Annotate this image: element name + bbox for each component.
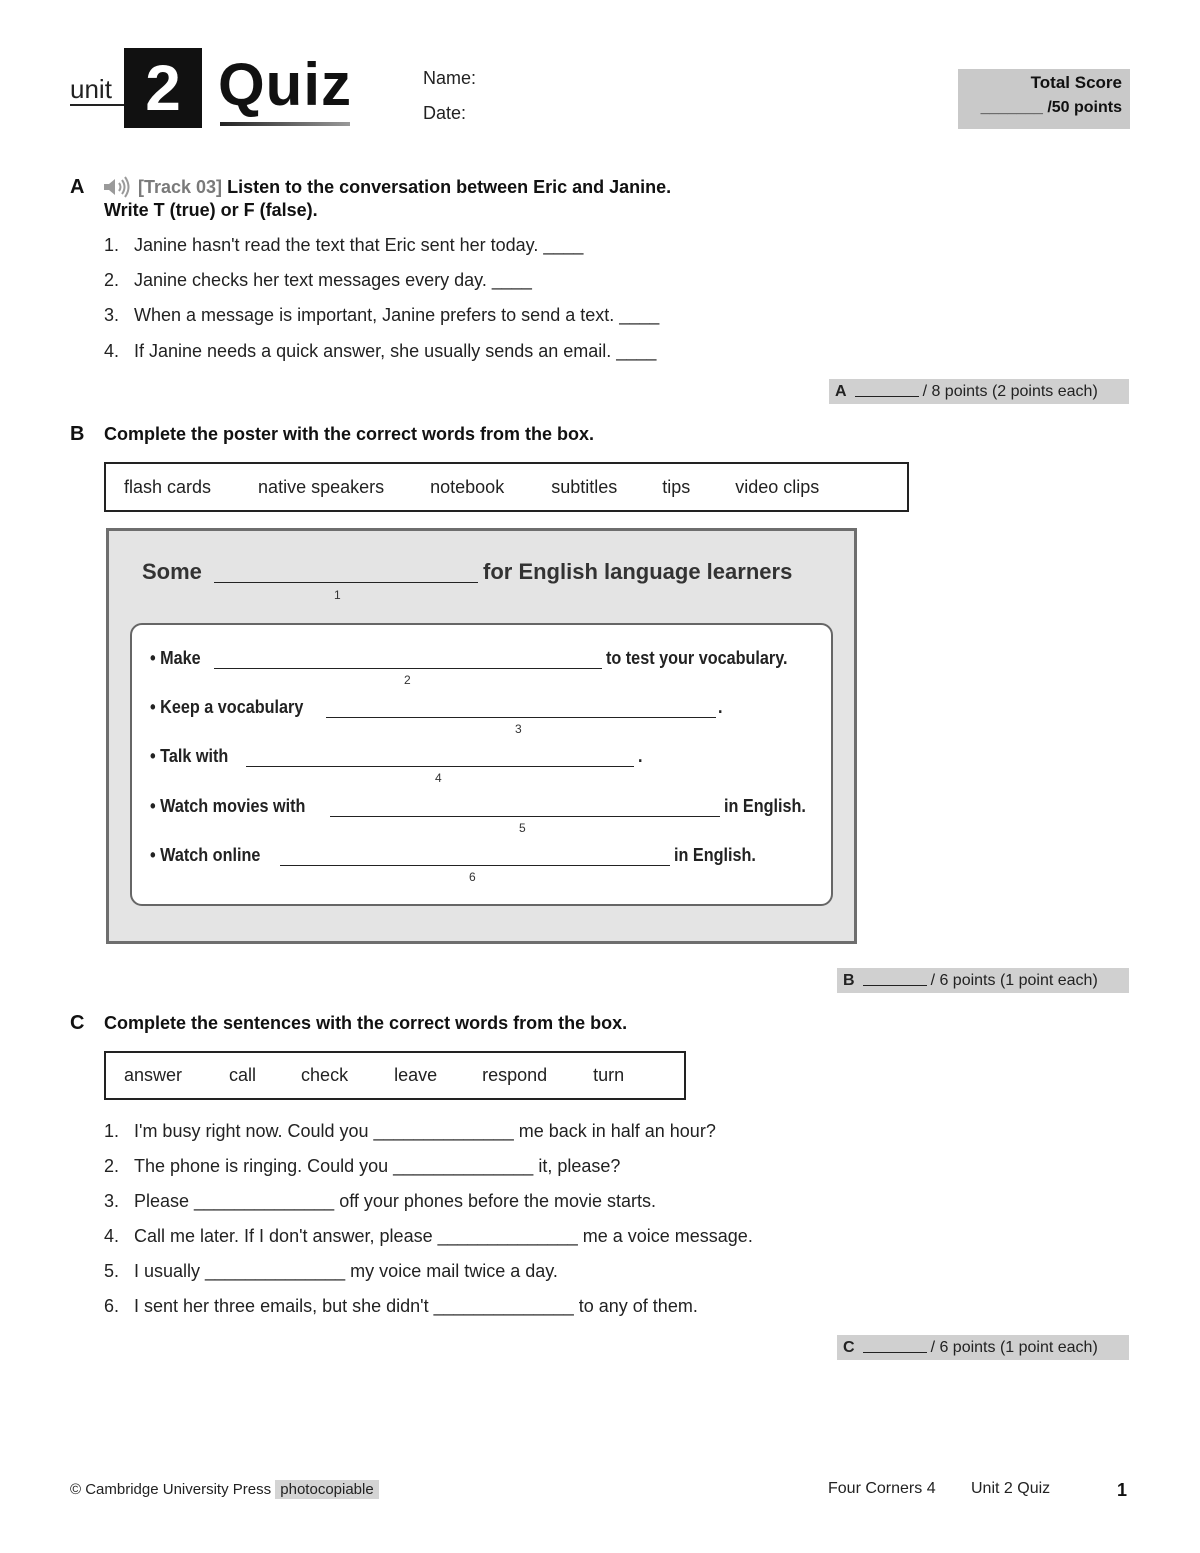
section-c-instruction: Complete the sentences with the correct words from the box. [104,1013,628,1033]
word-item: turn [593,1065,625,1085]
section-b-letter: B [70,423,85,445]
blank-number: 6 [469,870,476,884]
list-item: 3. Please ______________ off your phones before the movie starts. [104,1191,657,1211]
page-title: Quiz [218,51,352,118]
word-item: tips [662,476,691,497]
poster-item-before: • Make [150,648,201,668]
section-b-instruction: Complete the poster with the correct words from the box. [104,424,595,444]
poster-item-before: • Talk with [150,746,229,766]
list-item: 5. I usually ______________ my voice mail twice a day. [104,1261,558,1281]
section-b-score: B / 6 points (1 point each) [837,968,1129,993]
blank-line [214,668,602,669]
unit-number: 2 [124,48,202,128]
list-item: 4. Call me later. If I don't answer, please ______________ me a voice message. [104,1226,753,1246]
date-label: Date: [423,103,467,123]
word-box-c [104,1051,686,1100]
list-item: 4. If Janine needs a quick answer, she usually sends an email. ____ [104,341,657,361]
blank-line [326,717,716,718]
unit-label: unit [70,74,112,104]
word-item: call [229,1065,257,1085]
poster-item-after: in English. [724,796,806,816]
word-item: respond [482,1065,548,1085]
poster-item-after: to test your vocabulary. [606,648,788,668]
poster-title-after: for English language learners [483,559,793,584]
section-a-score: A / 8 points (2 points each) [829,379,1129,404]
blank-number: 4 [435,771,442,785]
list-item: 2. Janine checks her text messages every day. ____ [104,270,532,290]
poster-item-before: • Watch online [150,845,261,865]
list-item: 1. Janine hasn't read the text that Eric sent her today. ____ [104,235,584,255]
poster-item-after: . [638,746,643,766]
section-a-instruction [138,176,671,199]
section-c-score: C / 6 points (1 point each) [837,1335,1129,1360]
poster-item-after: . [718,697,723,717]
footer-left [70,1481,379,1498]
word-item: flash cards [124,476,212,497]
total-points: _______ /50 points [980,99,1122,116]
word-item: video clips [735,476,820,497]
section-a-instruction-2: Write T (true) or F (false). [104,200,318,220]
blank-line [214,582,478,583]
section-c-letter: C [70,1012,85,1034]
word-item: native speakers [258,476,385,497]
total-score-label: Total Score [1030,73,1122,92]
word-item: answer [124,1065,183,1085]
copyright: © Cambridge University Press [70,1481,272,1498]
word-box-b [104,462,909,512]
blank-number: 1 [334,588,341,602]
blank-line [330,816,720,817]
word-item: check [301,1065,349,1085]
section-a-letter: A [70,176,85,198]
blank-number: 5 [519,821,526,835]
list-item: 2. The phone is ringing. Could you ______________ it, please? [104,1156,621,1176]
page-number: 1 [1117,1480,1128,1500]
section-a-instruction-1: Listen to the conversation between Eric and Janine. [227,177,672,197]
poster-item-before: • Keep a vocabulary [150,697,304,717]
word-item: notebook [430,476,505,497]
total-score-box [958,69,1130,129]
blank-number: 2 [404,673,411,687]
list-item: 1. I'm busy right now. Could you ______________ me back in half an hour? [104,1121,716,1141]
list-item: 3. When a message is important, Janine prefers to send a text. ____ [104,305,660,325]
photocopiable-badge: photocopiable [275,1480,378,1499]
poster-item-before: • Watch movies with [150,796,306,816]
footer-quiz: Unit 2 Quiz [971,1480,1051,1497]
name-label: Name: [423,68,477,88]
audio-icon [102,176,132,198]
unit-underline [70,104,130,106]
title-underline [220,122,350,126]
word-item: leave [394,1065,438,1085]
blank-number: 3 [515,722,522,736]
poster-title-before: Some [142,559,202,584]
track-label: [Track 03] [138,177,223,197]
word-item: subtitles [551,476,618,497]
footer-book: Four Corners 4 [828,1480,936,1497]
list-item: 6. I sent her three emails, but she didn't ______________ to any of them. [104,1296,698,1316]
blank-line [280,865,670,866]
blank-line [246,766,634,767]
poster-item-after: in English. [674,845,756,865]
